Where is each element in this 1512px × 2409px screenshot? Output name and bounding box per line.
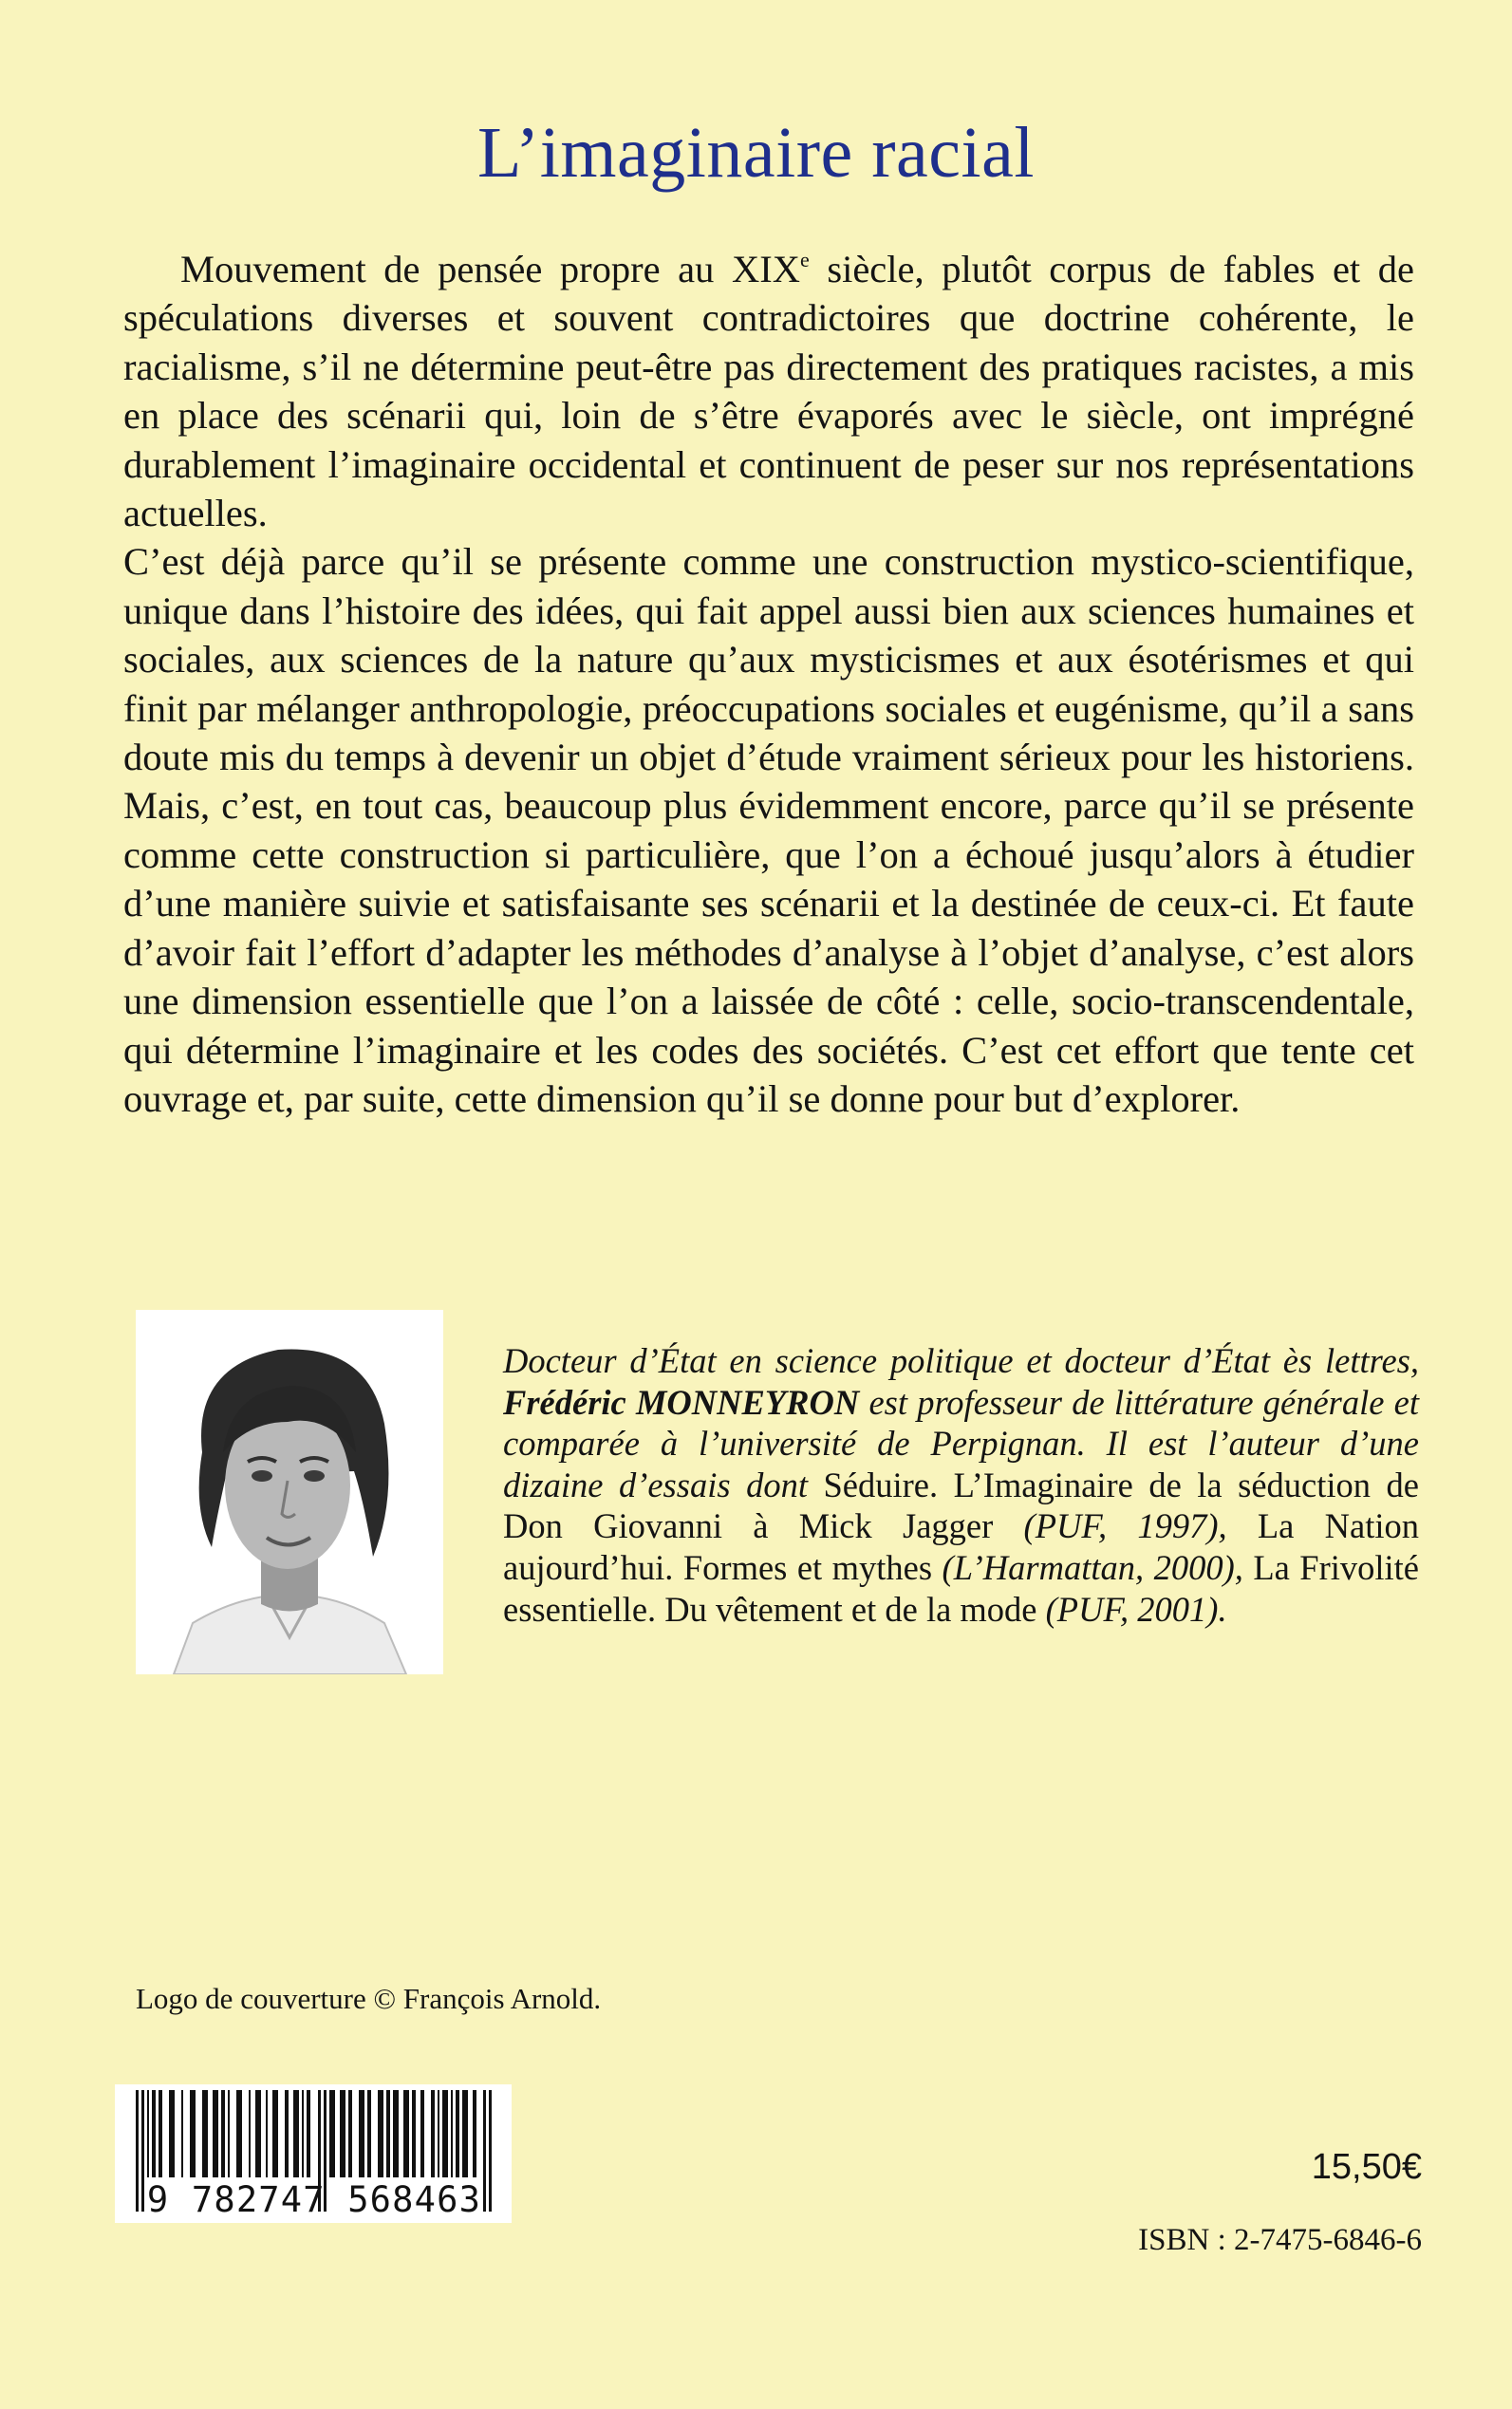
barcode-bar xyxy=(190,2090,196,2177)
barcode-bar xyxy=(438,2090,439,2177)
barcode-bar xyxy=(451,2090,453,2177)
barcode-bar xyxy=(213,2090,218,2177)
barcode-bar xyxy=(307,2090,310,2177)
barcode-bar xyxy=(159,2090,162,2177)
book-title: L’imaginaire racial xyxy=(477,113,1035,193)
barcode-bar xyxy=(152,2090,156,2177)
barcode-bar xyxy=(329,2090,335,2177)
barcode-bar xyxy=(403,2090,409,2177)
bio-text-2: est professeur de littérature générale et comparée à l’université de Perpignan. Il est l’auteur d’une dizaine d’essais dont xyxy=(503,1382,1420,1504)
publisher-1: (PUF, 1997), xyxy=(993,1506,1258,1546)
barcode-bar xyxy=(462,2090,468,2177)
cover-logo-credit: Logo de couverture © François Arnold. xyxy=(136,1982,602,2015)
back-cover-summary xyxy=(123,245,1414,1123)
barcode-bar xyxy=(456,2090,459,2177)
barcode-bar xyxy=(255,2090,261,2177)
barcode-bar xyxy=(266,2090,268,2177)
barcode-bar xyxy=(293,2090,299,2177)
barcode-bar xyxy=(181,2090,183,2177)
barcode-bar xyxy=(473,2090,476,2177)
publisher-2: (L’Harmattan, 2000), xyxy=(932,1547,1254,1587)
barcode-bar xyxy=(412,2090,416,2177)
barcode-bar xyxy=(367,2090,371,2177)
book-title-3: La Frivolité essentielle. Du vêtement et de la mode xyxy=(503,1547,1420,1629)
barcode-bar xyxy=(348,2090,352,2177)
summary-paragraph-2: C’est déjà parce qu’il se présente comme une construction mystico-scientifique, unique dans l’histoire des idées, qui fait appel aussi bien aux sciences humaines et sociales, aux sciences de la nature qu’aux mysticismes et aux ésotérismes et qui finit par mélanger anthropologie, préoccupations sociales et eugénisme, qu’il a sans doute mis du temps à devenir un objet d’étude vraiment sérieux pour les historiens. Mais, c’est, en tout cas, beaucoup plus évidemment encore, parce qu’il se présente comme cette construction si particulière, que l’on a échoué jusqu’alors à étudier d’une manière suivie et satisfaisante ses scénarii et la destinée de ceux-ci. Et faute d’avoir fait l’effort d’adapter les méthodes d’analyse à l’objet d’analyse, c’est alors une dimension essentielle que l’on a laissée de côté : celle, socio-transcendentale, qui détermine l’imaginaire et les codes des sociétés. C’est cet effort que tente cet ouvrage et, par suite, cette dimension qu’il se donne pour but d’explorer. xyxy=(123,540,1414,1120)
barcode-bar xyxy=(378,2090,383,2177)
author-portrait-image xyxy=(136,1310,443,1674)
barcode-bar xyxy=(285,2090,289,2177)
barcode-bar xyxy=(393,2090,399,2177)
barcode-bar xyxy=(202,2090,208,2177)
barcode-bar xyxy=(272,2090,278,2177)
barcode-bar xyxy=(221,2090,225,2177)
author-photo xyxy=(136,1310,443,1674)
barcode-bar xyxy=(169,2090,175,2177)
publisher-3: (PUF, 2001). xyxy=(1036,1589,1227,1629)
barcode-bar xyxy=(236,2090,242,2177)
summary-paragraph-1 xyxy=(123,245,1414,537)
barcode-bar xyxy=(386,2090,390,2177)
summary-text-1b: siècle, plutôt corpus de fables et de spéculations diverses et souvent contradictoires que doctrine cohérente, le racialisme, s’il ne détermine peut-être pas directement des pratiques racistes, a mis en place des scénarii qui, loin de s’être évaporés avec le siècle, ont imprégné durablement l’imaginaire occidental et continuent de peser sur nos représentations actuelles. xyxy=(123,248,1414,535)
barcode-bar xyxy=(249,2090,251,2177)
barcode-digits: 9 782747 568463 xyxy=(146,2179,482,2220)
barcode-bar xyxy=(340,2090,345,2177)
book-title-2: La Nation aujourd’hui. Formes et mythes xyxy=(503,1506,1419,1587)
book-title-1: Séduire. L’Imaginaire de la séduction de Don Giovanni à Mick Jagger xyxy=(503,1465,1419,1546)
barcode-bar xyxy=(420,2090,424,2177)
author-biography xyxy=(503,1340,1419,1630)
summary-text-1a: Mouvement de pensée propre au XIX xyxy=(180,248,800,290)
barcode-bar xyxy=(147,2090,149,2177)
barcode-bar xyxy=(228,2090,230,2177)
barcode-bar xyxy=(359,2090,364,2177)
author-name: Frédéric MONNEYRON xyxy=(503,1382,860,1422)
barcode-bar xyxy=(302,2090,304,2177)
isbn: ISBN : 2-7475-6846-6 xyxy=(1138,2223,1422,2257)
bio-text-1: Docteur d’État en science politique et docteur d’État ès lettres, xyxy=(503,1341,1419,1380)
price: 15,50€ xyxy=(1311,2147,1422,2187)
barcode-bar xyxy=(442,2090,448,2177)
century-superscript: e xyxy=(799,248,810,271)
barcode-bar xyxy=(431,2090,435,2177)
